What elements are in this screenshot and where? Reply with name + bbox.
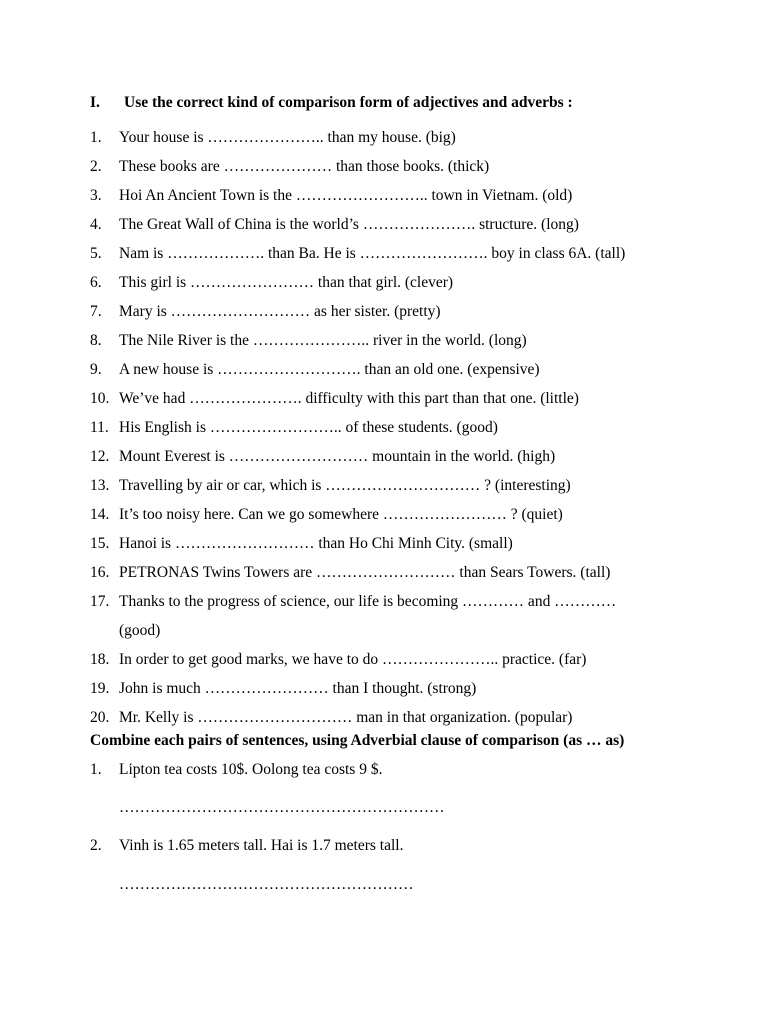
question-text: Nam is ………………. than Ba. He is ……………………. boy in class 6A. (tall) — [119, 245, 626, 262]
question-number: 16. — [90, 564, 110, 581]
question-text: Hanoi is ……………………… than Ho Chi Minh City. (small) — [119, 535, 513, 552]
question-text: Mount Everest is ……………………… mountain in the world. (high) — [119, 448, 556, 465]
question-number: 7. — [90, 303, 102, 320]
question-text: Mr. Kelly is ………………………… man in that organization. (popular) — [119, 709, 573, 726]
answer-line-1: ……………………………………………………… — [119, 799, 445, 816]
question-item — [90, 210, 690, 239]
question-item — [90, 442, 690, 471]
question-number: 11. — [90, 419, 109, 436]
combine-question-text: Vinh is 1.65 meters tall. Hai is 1.7 meters tall. — [119, 837, 404, 854]
question-item — [90, 558, 690, 587]
question-text: Thanks to the progress of science, our life is becoming ………… and ………… — [119, 593, 617, 610]
question-number: 10. — [90, 390, 110, 407]
question-item — [90, 181, 690, 210]
question-text: It’s too noisy here. Can we go somewhere …………………… ? (quiet) — [119, 506, 563, 523]
question-text: Your house is ………………….. than my house. (big) — [119, 129, 456, 146]
question-text: The Nile River is the ………………….. river in the world. (long) — [119, 332, 527, 349]
question-text-continued: (good) — [119, 622, 161, 639]
question-text: John is much …………………… than I thought. (strong) — [119, 680, 477, 697]
comparison-question-list — [90, 123, 690, 732]
question-item — [90, 152, 690, 181]
combine-question-text: Lipton tea costs 10$. Oolong tea costs 9 $. — [119, 761, 383, 778]
question-text: These books are ………………… than those books. (thick) — [119, 158, 490, 175]
combine-question-1 — [90, 761, 382, 779]
question-number: 1. — [90, 129, 102, 146]
question-text: A new house is ………………………. than an old one. (expensive) — [119, 361, 540, 378]
combine-question-2 — [90, 837, 403, 855]
combine-question-number: 2. — [90, 837, 102, 854]
combine-question-number: 1. — [90, 761, 102, 778]
question-number: 15. — [90, 535, 110, 552]
question-item — [90, 297, 690, 326]
question-text: In order to get good marks, we have to do ………………….. practice. (far) — [119, 651, 587, 668]
question-number: 4. — [90, 216, 102, 233]
question-text: The Great Wall of China is the world’s …………………. structure. (long) — [119, 216, 579, 233]
question-item — [90, 413, 690, 442]
question-item — [90, 587, 690, 645]
section-1-number: I. — [90, 94, 100, 111]
question-number: 2. — [90, 158, 102, 175]
question-item — [90, 703, 690, 732]
question-number: 20. — [90, 709, 110, 726]
section-2-heading: Combine each pairs of sentences, using Adverbial clause of comparison (as … as) — [90, 732, 625, 749]
question-item — [90, 123, 690, 152]
question-number: 3. — [90, 187, 102, 204]
question-text: This girl is …………………… than that girl. (clever) — [119, 274, 454, 291]
question-text: Hoi An Ancient Town is the …………………….. town in Vietnam. (old) — [119, 187, 573, 204]
question-number: 14. — [90, 506, 110, 523]
question-number: 5. — [90, 245, 102, 262]
question-text: Mary is ……………………… as her sister. (pretty) — [119, 303, 441, 320]
question-number: 17. — [90, 593, 110, 610]
question-text: Travelling by air or car, which is ………………………… ? (interesting) — [119, 477, 571, 494]
answer-line-2: ………………………………………………… — [119, 876, 414, 893]
question-item — [90, 674, 690, 703]
question-number: 13. — [90, 477, 110, 494]
question-text: PETRONAS Twins Towers are ……………………… than Sears Towers. (tall) — [119, 564, 611, 581]
question-number: 9. — [90, 361, 102, 378]
question-item — [90, 326, 690, 355]
question-number: 18. — [90, 651, 110, 668]
question-item — [90, 239, 690, 268]
question-item — [90, 471, 690, 500]
question-item — [90, 645, 690, 674]
question-text: His English is …………………….. of these students. (good) — [119, 419, 498, 436]
section-1-title: Use the correct kind of comparison form of adjectives and adverbs : — [124, 94, 573, 111]
question-number: 8. — [90, 332, 102, 349]
question-item — [90, 529, 690, 558]
question-number: 19. — [90, 680, 110, 697]
question-number: 12. — [90, 448, 110, 465]
question-text: We’ve had …………………. difficulty with this part than that one. (little) — [119, 390, 579, 407]
question-number: 6. — [90, 274, 102, 291]
question-item — [90, 355, 690, 384]
question-item — [90, 268, 690, 297]
question-item — [90, 500, 690, 529]
question-item — [90, 384, 690, 413]
section-1-heading — [90, 94, 573, 112]
